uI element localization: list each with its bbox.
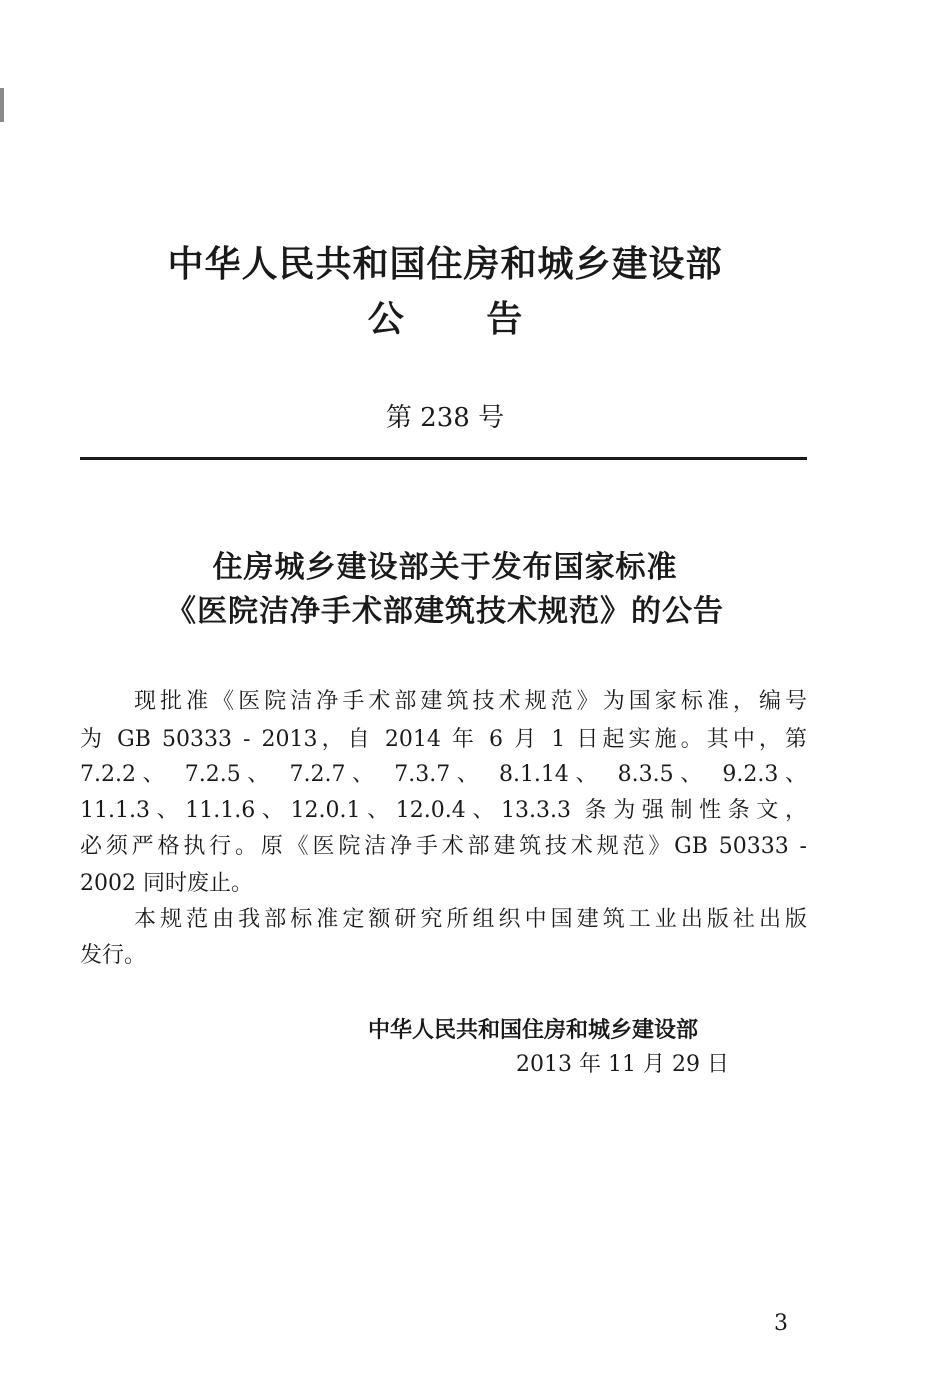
body-line: 7.2.2、 7.2.5、 7.2.7、 7.3.7、 8.1.14、 8.3.5、 9.2.3、 [80, 762, 807, 787]
document-title-line-2: 《医院洁净手术部建筑技术规范》的公告 [166, 594, 724, 629]
body-line: 11.1.3、11.1.6、12.0.1、12.0.4、13.3.3 条为强制性条文， [80, 798, 807, 823]
scan-edge-mark [0, 88, 4, 122]
page-number: 3 [774, 1311, 788, 1336]
header-divider [80, 457, 807, 460]
body-line: 现批准《医院洁净手术部建筑技术规范》为国家标准，编号 [134, 689, 807, 714]
signature-organization: 中华人民共和国住房和城乡建设部 [368, 1018, 699, 1043]
body-line: 2002 同时废止。 [80, 871, 253, 896]
body-line: 发行。 [80, 943, 147, 968]
notice-number: 第 238 号 [385, 403, 505, 433]
body-line: 为 GB 50333 - 2013，自 2014 年 6 月 1 日起实施。其中，第 [80, 727, 807, 752]
body-line: 本规范由我部标准定额研究所组织中国建筑工业出版社出版 [134, 907, 807, 932]
body-line: 必须严格执行。原《医院洁净手术部建筑技术规范》GB 50333 - [80, 834, 807, 859]
document-title-line-1: 住房城乡建设部关于发布国家标准 [212, 550, 678, 585]
notice-heading: 公 告 [367, 299, 523, 340]
issuer-title: 中华人民共和国住房和城乡建设部 [167, 244, 723, 285]
signature-date: 2013 年 11 月 29 日 [516, 1052, 729, 1077]
